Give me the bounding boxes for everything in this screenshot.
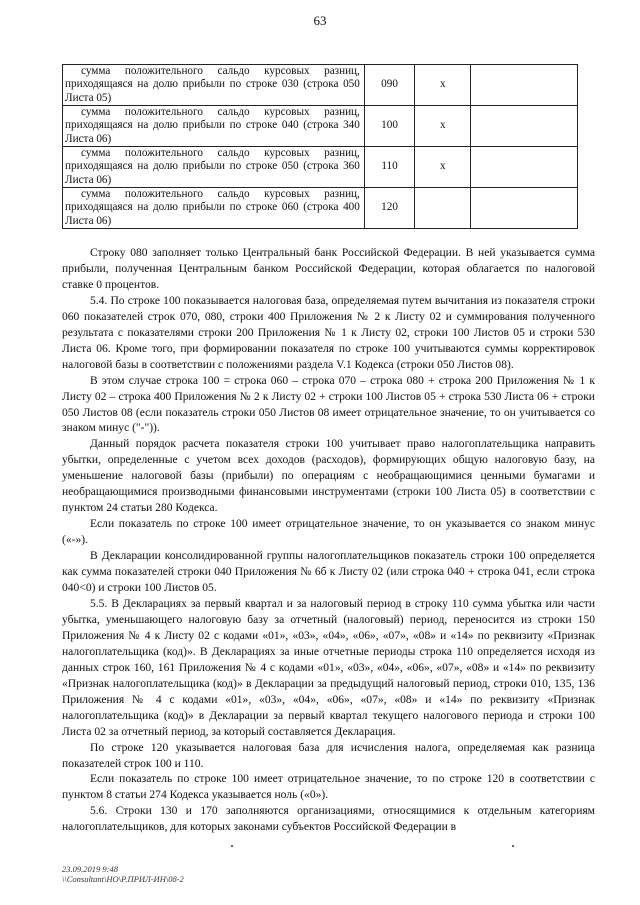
scan-dot: [512, 845, 514, 847]
row-value: [471, 106, 578, 147]
paragraph-negative-value: Если показатель по строке 100 имеет отрицательное значение, то он указывается со знаком минус («-»).: [62, 518, 595, 547]
row-code: 110: [364, 147, 414, 188]
row-code: 100: [364, 106, 414, 147]
paragraph-5-5: 5.5. В Декларациях за первый квартал и за налоговый период в строку 110 сумма убытка или части убытка, уменьшающего налоговую базу за отчетный (налоговый) период, переносится из строки 150 Приложения № 4 к Листу 02 с кодами «01», «03», «04», «06», «07», «08» и «14» по реквизиту «Признак налогоплательщика (код)». В Декларациях за иные отчетные периоды строка 110 определяется исходя из данных строк 160, 161 Приложения № 4 с кодами «01», «03», «04», «06», «07», «08» и «14» по реквизиту «Признак налогоплательщика (код)» в Декларации за предыдущий налоговый период, строки 010, 135, 136 Приложения № 4 с кодами «01», «03», «04», «06», «07», «08» и «14» по реквизиту «Признак налогоплательщика (код)» в Декларации за первый квартал текущего налогового периода и строки 100 Листа 02 за отчетный период, за который составляется Декларация.: [62, 597, 595, 738]
footer-path: \\Consultant\НО\Р.ПРИЛ-ИН\08-2: [62, 874, 184, 884]
paragraph-consolidated-group: В Декларации консолидированной группы налогоплательщиков показатель строки 100 определяется как сумма показателей строки 040 Приложения № 6б к Листу 02 (или строка 040 + строка 041, если строка 040<0) и строки 100 Листов 05.: [62, 550, 595, 595]
document-body: [62, 246, 595, 836]
row-mark: x: [415, 106, 471, 147]
row-code: 090: [364, 65, 414, 106]
table-row: [63, 106, 578, 147]
paragraph-formula: В этом случае строка 100 = строка 060 – строка 070 – строка 080 + строка 200 Приложения № 1 к Листу 02 – строка 400 Приложения № 2 к Листу 02 + строки 100 Листов 05 + строка 530 Листа 06 + строки 050 Листов 08 (если показатель строки 050 Листов 08 имеет отрицательное значение, то он учитывается со знаком минус ("-")).: [62, 374, 595, 435]
line-codes-table: [62, 64, 578, 229]
row-description: сумма положительного сальдо курсовых разниц, приходящаяся на долю прибыли по строке 040 (строка 340 Листа 06): [63, 106, 365, 147]
row-mark: [415, 188, 471, 229]
scan-dot: [231, 845, 233, 847]
row-description: сумма положительного сальдо курсовых разниц, приходящаяся на долю прибыли по строке 060 (строка 400 Листа 06): [63, 188, 365, 229]
paragraph-5-4: 5.4. По строке 100 показывается налоговая база, определяемая путем вычитания из показателя строки 060 показателей строк 070, 080, строки 400 Приложения № 2 к Листу 02 и суммирования полученного результата с показателями строки 200 Приложения № 1 к Листу 02, строки 100 Листов 05 и строки 530 Листа 06. Кроме того, при формировании показателя по строке 100 учитываются суммы корректировок налоговой базы в соответствии с положениями раздела V.1 Кодекса (строки 050 Листов 08).: [62, 294, 595, 371]
scan-marks: [0, 843, 640, 849]
page-number: 63: [313, 13, 327, 28]
table-row: [63, 147, 578, 188]
row-mark: x: [415, 65, 471, 106]
row-description: сумма положительного сальдо курсовых разниц, приходящаяся на долю прибыли по строке 050 (строка 360 Листа 06): [63, 147, 365, 188]
row-value: [471, 65, 578, 106]
paragraph-line-120: По строке 120 указывается налоговая база для исчисления налога, определяемая как разница показателей строк 100 и 110.: [62, 741, 595, 770]
paragraph-line-080: Строку 080 заполняет только Центральный банк Российской Федерации. В ней указывается сумма прибыли, полученная Центральным банком Российской Федерации, которая облагается по налоговой ставке 0 процентов.: [62, 247, 595, 291]
row-mark: x: [415, 147, 471, 188]
paragraph-5-6: 5.6. Строки 130 и 170 заполняются организациями, относящимися к отдельным категориям налогоплательщиков, для которых законами субъектов Российской Федерации в: [62, 805, 595, 834]
print-footer: [62, 864, 184, 884]
row-description: сумма положительного сальдо курсовых разниц, приходящаяся на долю прибыли по строке 030 (строка 050 Листа 05): [63, 65, 365, 106]
footer-date: 23.09.2019 9:48: [62, 864, 118, 874]
row-value: [471, 147, 578, 188]
paragraph-loss-order: Данный порядок расчета показателя строки 100 учитывает право налогоплательщика направить убытки, определенные с учетом всех доходов (расходов), формирующих общую налоговую базу, на уменьшение налоговой базы (прибыли) по операциям с необращающимися ценными бумагами и необращающимися производными финансовыми инструментами (строки 100 Листа 05) в соответствии с пунктом 24 статьи 280 Кодекса.: [62, 438, 595, 515]
row-code: 120: [364, 188, 414, 229]
table-row: [63, 188, 578, 229]
paragraph-zero-value: Если показатель по строке 100 имеет отрицательное значение, то по строке 120 в соответствии с пунктом 8 статьи 274 Кодекса указывается ноль («0»).: [62, 773, 595, 802]
table-row: [63, 65, 578, 106]
row-value: [471, 188, 578, 229]
